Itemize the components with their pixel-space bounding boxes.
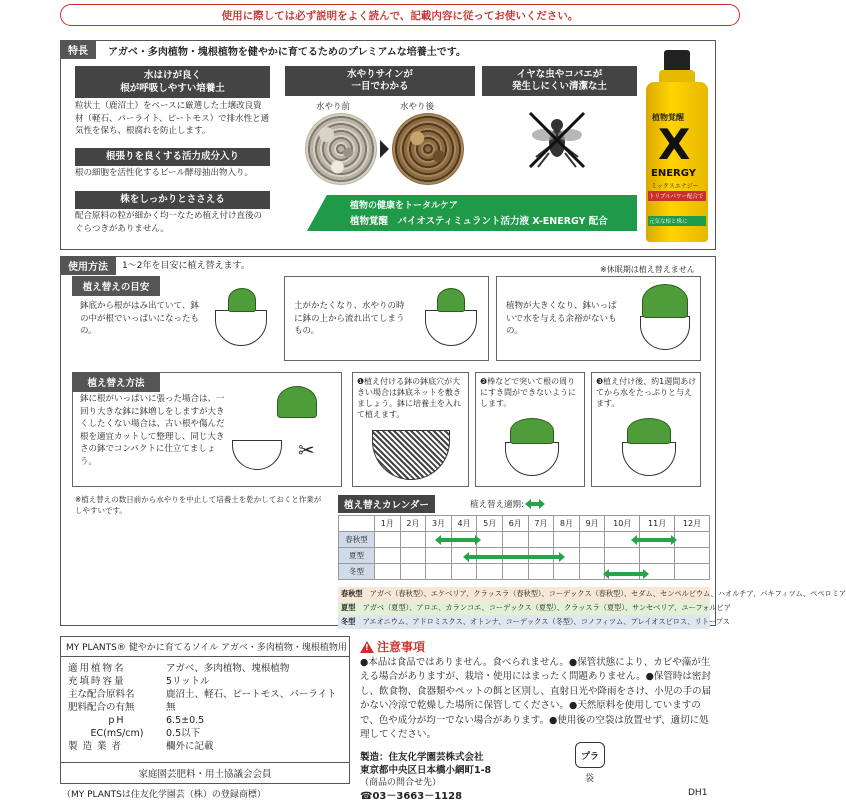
spec-list xyxy=(68,662,348,753)
type-row-summer xyxy=(338,601,731,615)
warning-icon: ! xyxy=(360,641,374,653)
calendar-title: 植え替えカレンダー xyxy=(338,495,435,513)
drainage-body: 粒状土（鹿沼土）をベースに厳選した土壌改良資材（軽石、パーライト、ピートモス）で排水性と通気性を保ち、根腐れを防止します。 xyxy=(75,101,270,136)
roots-title: 根張りを良くする活力成分入り xyxy=(75,148,270,166)
spec-label: 製造業者 xyxy=(68,741,127,752)
plant-icon-2 xyxy=(437,288,465,312)
stock-title: 株をしっかりとささえる xyxy=(75,191,270,209)
type-label: 冬型 xyxy=(341,617,356,626)
bottle-sub: ミックスエナジー xyxy=(651,183,699,190)
guide-text-3: 植物が大きくなり、鉢いっぱいで水を与える余裕がないもの。 xyxy=(506,301,617,336)
maker-contact-label: （商品の問合せ先） xyxy=(360,778,442,788)
plant-icon-step2 xyxy=(510,418,554,444)
type-label: 春秋型 xyxy=(341,589,363,598)
calendar-table xyxy=(338,515,710,580)
spec-row xyxy=(68,662,348,675)
spec-row xyxy=(68,701,348,714)
spec-label: pH xyxy=(108,715,126,726)
type-row-winter xyxy=(338,615,730,629)
type-plants: アエオニウム、アドロミスクス、オトンナ、コーデックス（冬型）、コノフィツム、プレイオスピロス、リトープス xyxy=(362,617,730,626)
calendar-period-label: 植え替え適期: xyxy=(470,500,524,510)
bag-label: 袋 xyxy=(585,774,595,784)
spec-row xyxy=(68,675,348,688)
month-11: 11月 xyxy=(640,516,675,532)
stock-body: 配合原料の粒が細かく均一なため植え付け直後のぐらつきがありません。 xyxy=(75,211,263,234)
month-2: 2月 xyxy=(400,516,426,532)
spec-row xyxy=(68,727,348,740)
month-4: 4月 xyxy=(451,516,477,532)
guide-title: 植え替えの目安 xyxy=(72,276,160,296)
cal-row-label: 冬型 xyxy=(339,564,375,580)
spec-value: 無 xyxy=(166,702,176,713)
spec-value: 0.5以下 xyxy=(166,728,201,739)
month-1: 1月 xyxy=(375,516,401,532)
lot-code: DH1 xyxy=(688,788,708,798)
green-band-line1: 植物の健康をトータルケア xyxy=(350,201,458,211)
plant-icon-step3 xyxy=(627,418,671,444)
bottle-foot: 元気な根と株に xyxy=(648,216,706,226)
type-label: 夏型 xyxy=(341,603,356,612)
green-band-line2: 植物覚醒 バイオスティミュラント活力液 X-ENERGY 配合 xyxy=(350,216,608,227)
bottle-energy: ENERGY xyxy=(651,168,696,179)
maker-phone: ☎03－3663－1128 xyxy=(360,791,463,802)
month-6: 6月 xyxy=(502,516,528,532)
product-name: MY PLANTS® 健やかに育てるソイル アガベ・多肉植物・塊根植物用 xyxy=(66,643,347,653)
before-label: 水やり前 xyxy=(316,102,351,112)
spec-value: 5リットル xyxy=(166,676,210,687)
pest-title: イヤな虫やコバエが 発生しにくい清潔な土 xyxy=(482,66,637,96)
method-body: 鉢に根がいっぱいに張った場合は、一回り大きな鉢に鉢増しをしますが大きくしたくない場合は、古い根や傷んだ根を適宜カットして整理し、同じ大きさの鉢でコンパクトに仕立てましょう。 xyxy=(80,394,225,467)
month-8: 8月 xyxy=(554,516,580,532)
period-arrow xyxy=(634,538,674,542)
step-text-3: ❸植え付け後、約1週間あけてから水をたっぷりと与えます。 xyxy=(596,377,697,408)
spec-row xyxy=(68,714,348,727)
caution-title xyxy=(360,638,425,655)
spec-row xyxy=(68,740,348,753)
month-5: 5月 xyxy=(477,516,503,532)
bottle-x: X xyxy=(658,120,691,169)
period-arrow xyxy=(466,555,562,559)
plant-icon-1 xyxy=(228,288,256,312)
month-10: 10月 xyxy=(605,516,640,532)
guide-text-2: 土がかたくなり、水やりの時に鉢の上から流れ出てしまうもの。 xyxy=(294,301,405,336)
type-row-spring-autumn xyxy=(338,587,846,601)
month-3: 3月 xyxy=(426,516,452,532)
maker-address: 東京都中央区日本橋小網町1-8 xyxy=(360,765,492,776)
step-text-2: ❷棒などで突いて根の周りにすき間ができないようにします。 xyxy=(480,377,576,408)
spec-label: 充填時容量 xyxy=(68,676,126,687)
drainage-title: 水はけが良く 根が呼吸しやすい培養土 xyxy=(75,66,270,98)
association: 家庭園芸肥料・用土協議会会員 xyxy=(138,769,272,780)
spec-value: アガベ、多肉植物、塊根植物 xyxy=(166,663,290,674)
cal-row-label: 春秋型 xyxy=(339,532,375,548)
soil-before-photo xyxy=(305,113,377,185)
caution-body: ●本品は食品ではありません。食べられません。●保管状態により、カビや藻が生える場合がありますが、栽培・使用にはまったく問題ありません。●保管時は密封し、飲食物、食器類やペットの餌と区別し、直射日光や降雨をさけ、小児の手の届かない冷涼で乾燥した場所に保管してください。●天然原料を使用していますので、色や成分が均一でない場合があります。●使用後の空袋は放置せず、適切に処理してください。 xyxy=(360,657,712,741)
spec-value: 欄外に記載 xyxy=(166,741,214,752)
spec-divider-2 xyxy=(60,762,350,763)
features-headline: アガベ・多肉植物・塊根植物を健やかに育てるためのプレミアムな培養土です。 xyxy=(108,47,466,58)
scissors-icon: ✂ xyxy=(298,438,315,462)
type-plants: アガベ（春秋型）、エケベリア、クラッスラ（春秋型）、コーデックス（春秋型）、セダム、センペルビウム、ハオルチア、パキフィツム、ペペロミア xyxy=(369,589,846,598)
plant-icon-3 xyxy=(642,284,688,318)
cal-row-label: 夏型 xyxy=(339,548,375,564)
spec-label: 適用植物名 xyxy=(68,663,126,674)
usage-interval: 1～2年を目安に植え替えます。 xyxy=(122,261,250,271)
usage-tag: 使用方法 xyxy=(60,256,116,275)
method-title: 植え替え方法 xyxy=(72,372,160,392)
period-legend-arrow xyxy=(528,502,542,506)
features-tag: 特長 xyxy=(60,40,96,59)
step-text-1: ❶植え付ける鉢の鉢底穴が大きい場合は鉢底ネットを敷きましょう。鉢に培養土を入れて植えます。 xyxy=(357,377,461,419)
month-7: 7月 xyxy=(528,516,554,532)
recycle-plastic-icon xyxy=(575,742,605,768)
bottle-band: トリプルパワー配合で xyxy=(648,191,706,201)
bottle-brand: 植物覚醒 xyxy=(652,113,684,122)
after-label: 水やり後 xyxy=(400,102,435,112)
spec-label: 主な配合原料名 xyxy=(68,689,135,700)
caution-title-text: 注意事項 xyxy=(377,640,426,654)
month-12: 12月 xyxy=(675,516,710,532)
guide-text-1: 鉢底から根がはみ出ていて、鉢の中が根でいっぱいになったもの。 xyxy=(80,301,200,336)
water-sign-title: 水やりサインが 一目でわかる xyxy=(285,66,475,96)
spec-value: 鹿沼土、軽石、ピートモス、パーライト xyxy=(166,689,337,700)
usage-notice: 使用に際しては必ず説明をよく読んで、記載内容に従ってお使いください。 xyxy=(60,4,740,26)
plant-icon-method xyxy=(277,386,317,418)
type-plants: アガベ（夏型）、アロエ、カランコエ、コーデックス（夏型）、クラッスラ（夏型）、サンセベリア、ユーフォルビア xyxy=(362,603,731,612)
period-arrow xyxy=(438,538,478,542)
usage-footnote: ※植え替えの数日前から水やりを中止して培養土を乾かしておくと作業がしやすいです。 xyxy=(75,495,322,515)
no-insect-icon xyxy=(520,103,594,177)
spec-row xyxy=(68,688,348,701)
x-energy-bottle xyxy=(642,50,712,245)
spec-divider xyxy=(60,656,350,657)
arrow-right-icon xyxy=(380,140,389,158)
dormant-note: ※休眠期は植え替えません xyxy=(600,265,695,274)
soil-after-photo xyxy=(392,113,464,185)
spec-label: 肥料配合の有無 xyxy=(68,702,135,713)
month-9: 9月 xyxy=(579,516,605,532)
recycle-label: プラ xyxy=(580,751,599,762)
spec-label: EC(mS/cm) xyxy=(90,728,144,739)
period-arrow xyxy=(606,572,646,576)
trademark: （MY PLANTSは住友化学園芸（株）の登録商標） xyxy=(62,790,266,800)
spec-value: 6.5±0.5 xyxy=(166,715,205,726)
roots-body: 根の細胞を活性化するビール酵母抽出物入り。 xyxy=(75,168,253,178)
maker-name: 製造：住友化学園芸株式会社 xyxy=(360,752,484,763)
